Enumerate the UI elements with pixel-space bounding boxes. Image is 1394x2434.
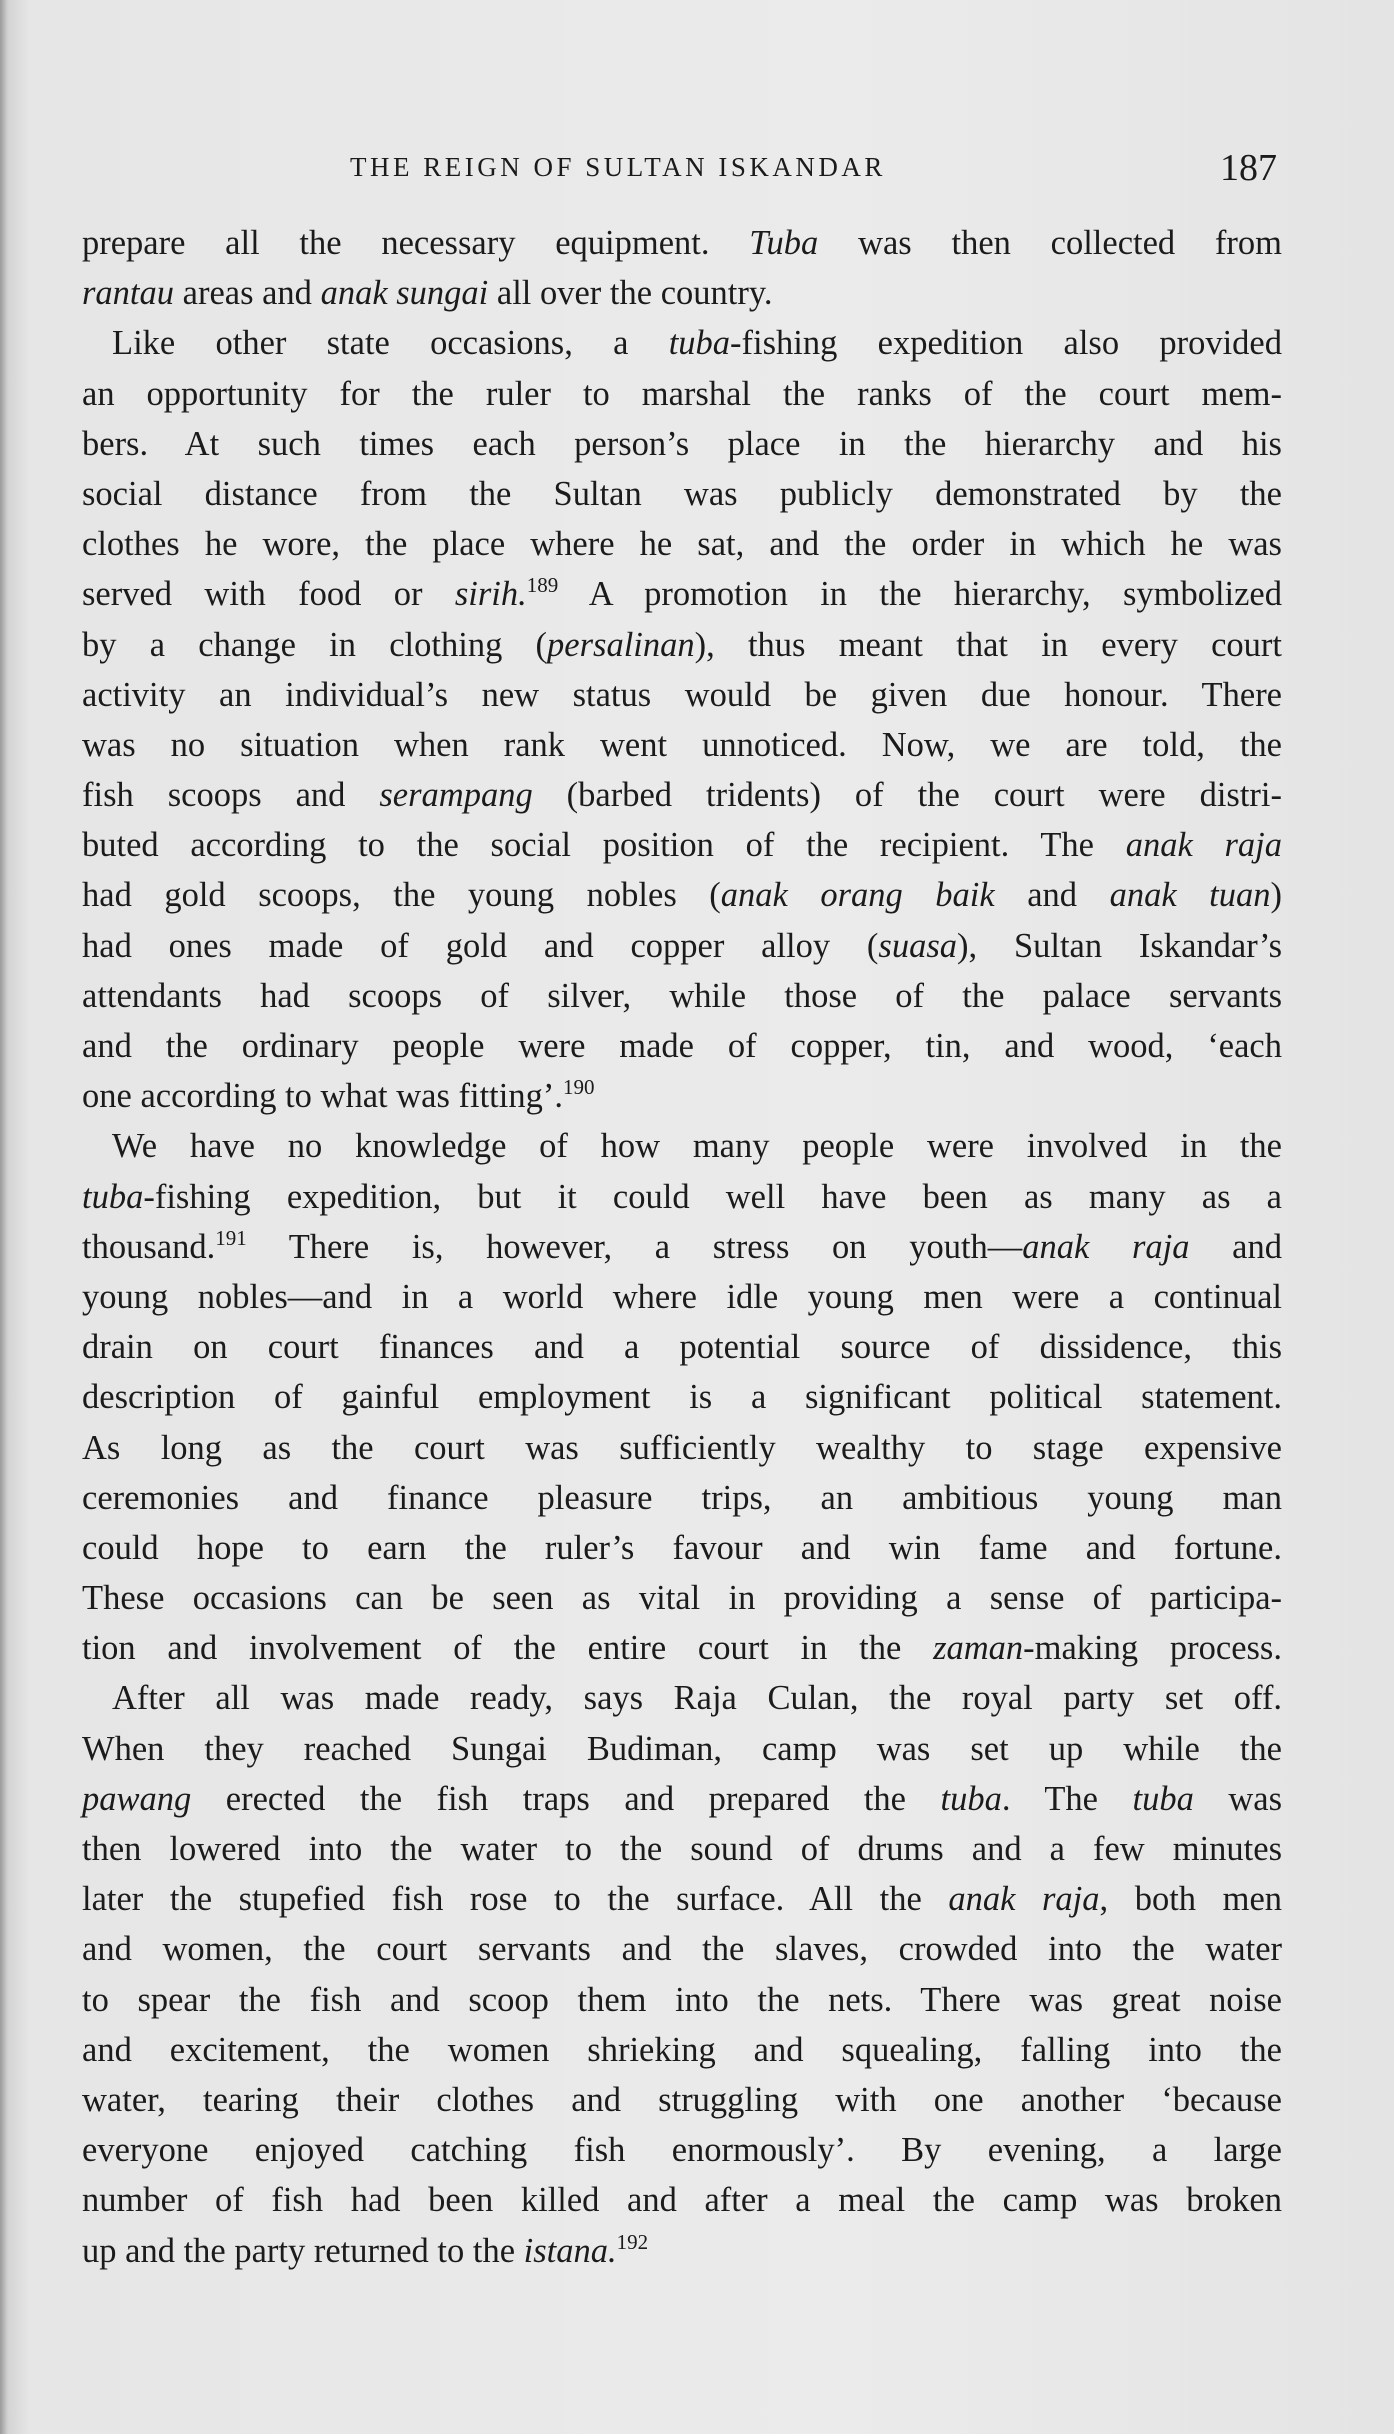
- text-run: areas and: [174, 274, 321, 313]
- text-line: [82, 670, 1282, 720]
- text-line: [82, 1473, 1282, 1523]
- text-run: then lowered into the water to the sound of drums and a few minutes: [82, 1830, 1282, 1868]
- italic-term: serampang: [379, 776, 533, 815]
- text-line: [82, 921, 1282, 971]
- footnote-ref: 189: [526, 573, 559, 598]
- text-run: social distance from the Sultan was publicly demonstrated by the: [82, 474, 1282, 513]
- text-line: [82, 1272, 1282, 1322]
- text-run: young nobles—and in a world where idle young men were a continual: [82, 1277, 1282, 1316]
- text-line: [82, 770, 1282, 820]
- footnote-ref: 191: [215, 1225, 247, 1250]
- text-run: was no situation when rank went unnoticed. Now, we are told, the: [82, 725, 1282, 764]
- text-run: . The: [1001, 1779, 1133, 1818]
- text-run: and excitement, the women shrieking and squealing, falling into the: [82, 2030, 1282, 2069]
- text-line: [82, 1924, 1282, 1974]
- text-run: had gold scoops, the young nobles (: [82, 876, 721, 915]
- text-run: and women, the court servants and the slaves, crowded into the water: [82, 1930, 1282, 1969]
- text-run: attendants had scoops of silver, while those of the palace servants: [82, 976, 1282, 1015]
- text-line: [82, 1874, 1282, 1924]
- text-run: clothes he wore, the place where he sat, and the order in which he was: [82, 525, 1282, 564]
- footnote-ref: 192: [616, 2229, 649, 2254]
- text-line: [82, 519, 1282, 569]
- italic-term: anak raja: [1125, 826, 1282, 865]
- text-run: was: [1193, 1779, 1283, 1818]
- text-line: [82, 369, 1282, 419]
- text-run: later the stupefied fish rose to the surface. All the: [82, 1880, 949, 1919]
- italic-term: anak tuan: [1109, 876, 1271, 915]
- text-run: all over the country.: [488, 274, 773, 313]
- text-run: -making process.: [1023, 1629, 1282, 1668]
- text-line: [82, 1774, 1282, 1824]
- italic-term: rantau: [82, 274, 175, 313]
- text-line: [82, 870, 1282, 920]
- text-line: [82, 1824, 1282, 1874]
- text-run: -fishing expedition also provided: [730, 324, 1282, 363]
- italic-term: anak raja: [1022, 1227, 1190, 1266]
- italic-term: zaman: [933, 1629, 1024, 1668]
- italic-term: anak raja: [948, 1880, 1100, 1919]
- text-line: [82, 971, 1282, 1021]
- text-run: prepare all the necessary equipment.: [82, 224, 750, 262]
- text-run: one according to what was fitting’.: [82, 1077, 563, 1116]
- text-run: buted according to the social position of the recipient. The: [82, 826, 1126, 865]
- text-line: [82, 1975, 1282, 2025]
- text-run: drain on court finances and a potential source of dissidence, this: [82, 1328, 1282, 1367]
- text-line: [82, 820, 1282, 870]
- text-line: [82, 2075, 1282, 2125]
- italic-term: anak sungai: [320, 274, 489, 313]
- italic-term: sirih.: [454, 575, 527, 614]
- text-line: [82, 2125, 1282, 2175]
- text-run: thousand.: [82, 1227, 216, 1266]
- italic-term: tuba: [668, 324, 731, 363]
- text-run: everyone enjoyed catching fish enormously’. By evening, a large: [82, 2131, 1282, 2170]
- text-run: A promotion in the hierarchy, symbolized: [558, 575, 1282, 614]
- italic-term: tuba: [82, 1177, 144, 1216]
- text-line: [82, 1172, 1282, 1222]
- text-line: [82, 1623, 1282, 1673]
- text-line: [82, 720, 1282, 770]
- text-line: [82, 1071, 1282, 1121]
- text-run: bers. At such times each person’s place in the hierarchy and his: [82, 424, 1282, 463]
- text-run: ): [1270, 876, 1282, 915]
- text-run: number of fish had been killed and after a meal the camp was broken: [82, 2181, 1282, 2220]
- text-run: ceremonies and finance pleasure trips, an ambitious young man: [82, 1478, 1282, 1517]
- text-run: After all was made ready, says Raja Culan, the royal party set off.: [112, 1679, 1282, 1718]
- text-run: There is, however, a stress on youth—: [246, 1227, 1023, 1266]
- text-line: [82, 419, 1282, 469]
- italic-term: anak orang baik: [720, 876, 995, 915]
- text-line: [82, 569, 1282, 619]
- text-run: We have no knowledge of how many people were involved in the: [112, 1127, 1282, 1166]
- text-line: [82, 1724, 1282, 1774]
- text-run: ), Sultan Iskandar’s: [957, 926, 1282, 965]
- text-run: served with food or: [82, 575, 455, 614]
- text-line: [82, 1573, 1282, 1623]
- text-run: activity an individual’s new status would be given due honour. There: [82, 675, 1282, 714]
- italic-term: tuba: [1132, 1779, 1194, 1818]
- text-run: water, tearing their clothes and struggling with one another ‘because: [82, 2080, 1282, 2119]
- text-run: an opportunity for the ruler to marshal the ranks of the court mem-: [82, 374, 1282, 413]
- italic-term: pawang: [82, 1779, 192, 1818]
- text-run: to spear the fish and scoop them into the nets. There was great noise: [82, 1980, 1282, 2019]
- text-line: [82, 2226, 1282, 2276]
- text-run: up and the party returned to the: [82, 2231, 524, 2270]
- text-line: [82, 2025, 1282, 2075]
- text-run: tion and involvement of the entire court in the: [82, 1629, 934, 1668]
- text-line: [82, 469, 1282, 519]
- text-run: by a change in clothing (: [82, 625, 548, 664]
- text-run: When they reached Sungai Budiman, camp was set up while the: [82, 1729, 1282, 1768]
- text-run: and: [1189, 1227, 1282, 1266]
- text-run: -fishing expedition, but it could well have been as many as a: [143, 1177, 1282, 1216]
- italic-term: istana.: [523, 2231, 617, 2270]
- text-line: [82, 1523, 1282, 1573]
- text-line: [82, 268, 1282, 318]
- text-run: As long as the court was sufficiently wealthy to stage expensive: [82, 1428, 1282, 1467]
- italic-term: tuba: [940, 1779, 1002, 1818]
- text-line: [82, 620, 1282, 670]
- text-run: fish scoops and: [82, 776, 380, 815]
- text-run: description of gainful employment is a significant political statement.: [82, 1378, 1282, 1417]
- italic-term: suasa: [878, 926, 958, 965]
- text-line: [82, 1222, 1282, 1272]
- text-run: had ones made of gold and copper alloy (: [82, 926, 879, 965]
- text-run: and the ordinary people were made of copper, tin, and wood, ‘each: [82, 1027, 1282, 1065]
- text-run: , both men: [1099, 1880, 1283, 1919]
- text-line: [82, 218, 1282, 268]
- page-number: 187: [1220, 147, 1277, 189]
- text-run: could hope to earn the ruler’s favour and win fame and fortune.: [82, 1528, 1282, 1567]
- text-line: [82, 318, 1282, 368]
- body-text: [82, 218, 1282, 2276]
- footnote-ref: 190: [562, 1075, 595, 1100]
- running-title: THE REIGN OF SULTAN ISKANDAR: [350, 152, 886, 182]
- text-run: These occasions can be seen as vital in providing a sense of participa-: [82, 1579, 1282, 1618]
- text-run: (barbed tridents) of the court were distri-: [532, 776, 1282, 815]
- italic-term: persalinan: [547, 625, 695, 664]
- text-line: [82, 1021, 1282, 1071]
- text-run: ), thus meant that in every court: [694, 625, 1282, 664]
- text-line: [82, 1673, 1282, 1723]
- text-line: [82, 2175, 1282, 2225]
- italic-term: Tuba: [749, 224, 819, 262]
- text-line: [82, 1322, 1282, 1372]
- text-run: was then collected from: [818, 224, 1282, 262]
- running-header: [0, 146, 1394, 196]
- text-line: [82, 1121, 1282, 1171]
- text-line: [82, 1423, 1282, 1473]
- text-run: erected the fish traps and prepared the: [191, 1779, 941, 1818]
- text-run: and: [994, 876, 1110, 915]
- text-run: Like other state occasions, a: [112, 324, 669, 363]
- text-line: [82, 1372, 1282, 1422]
